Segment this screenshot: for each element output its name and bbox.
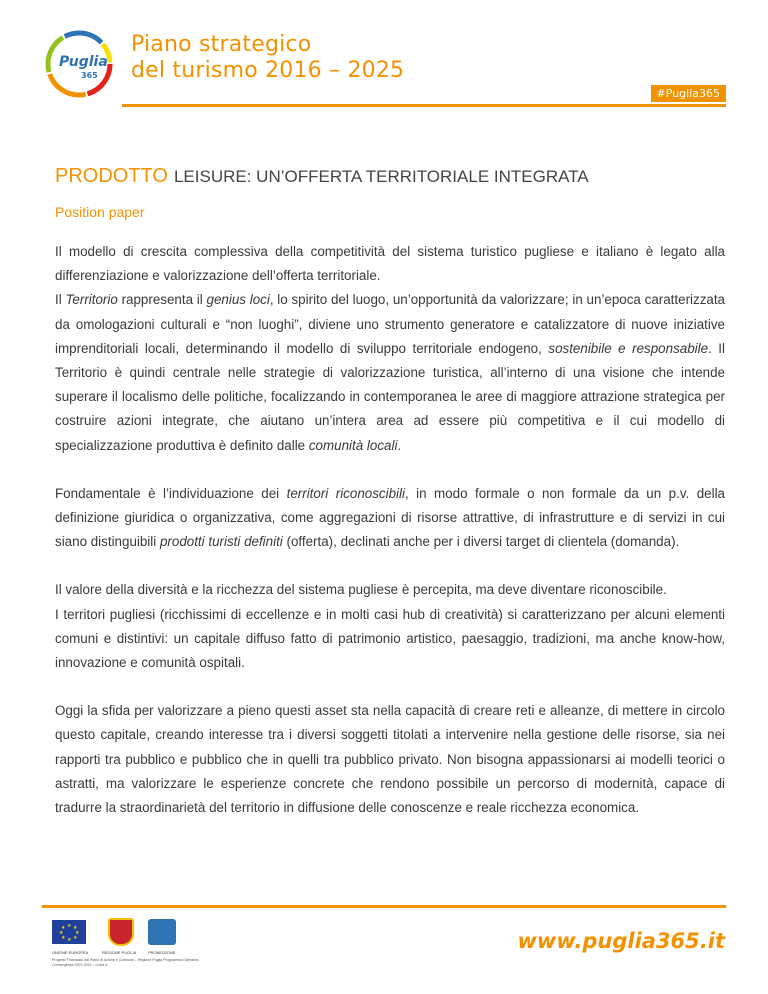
section-subtitle: LEISURE: UN’OFFERTA TERRITORIALE INTEGRATA (173, 167, 589, 186)
paragraph-1: Il modello di crescita complessiva della competitività del sistema turistico pugliese e italiano è legato alla differenziazione e valorizzazione dell’offerta territoriale. (55, 244, 725, 284)
title-line-1: Piano strategico (131, 32, 312, 57)
footer-divider (42, 905, 726, 908)
funding-note: Progetto Finanziato dal Piano di Azione e Coesione – Regione Puglia Programma Operativo Convergenza 2007-2013 – Linea 4 (52, 958, 199, 967)
puglia-promozione-logo (148, 919, 176, 945)
regione-puglia-crest-icon (108, 918, 134, 946)
puglia365-logo (43, 28, 121, 98)
website-link[interactable]: www.puglia365.it (517, 929, 725, 953)
body-text (55, 240, 725, 844)
header-divider (122, 104, 726, 107)
position-paper-label: Position paper (55, 204, 145, 220)
promozione-label: PROMOZIONE (148, 950, 176, 955)
svg-text:365: 365 (81, 71, 98, 80)
document-title (131, 32, 404, 84)
paragraph-2: Il Territorio rappresenta il genius loci, lo spirito del luogo, un’opportunità da valorizzare; in un’epoca caratterizzata da omologazioni culturali e “non luoghi”, diviene uno strumento generatore e catalizzatore di nuove iniziative imprenditoriali locali, determinando il modello di sviluppo territoriale endogeno, sostenibile e responsabile. Il Territorio è quindi centrale nelle strategie di valorizzazione turistica, all’interno di una visione che intende superare il localismo delle politiche, focalizzando in contemporanea le aree di maggiore attrazione strategica per costruire azioni integrate, che aiutano un’intera area ad essere più competitiva e il cui modello di specializzazione produttiva è definito dalle comunità locali. (55, 292, 726, 453)
svg-text:Puglia: Puglia (59, 54, 108, 70)
paragraph-5: I territori pugliesi (ricchissimi di eccellenze e in molti casi hub di creatività) si caratterizzano per alcuni elementi comuni e distintivi: un capitale diffuso fatto di patrimonio artistico, paesaggio, tradizioni, ma anche know-how, innovazione e comunità ospitali. (55, 606, 725, 671)
eu-flag-icon: ★ ★ ★ ★ ★ ★ ★ ★ (52, 920, 86, 944)
region-label: REGIONE PUGLIA (102, 950, 137, 955)
paragraph-6: Oggi la sfida per valorizzare a pieno questi asset sta nella capacità di creare reti e alleanze, di mettere in circolo questo capitale, creando interesse tra i diversi soggetti titolati a intervenire nella gestione delle risorse, sia nei rapporti tra pubblico e pubblico che in quelli tra pubblico privato. Non bisogna appassionarsi ai modelli teorici o astratti, ma valorizzare le esperienze concrete che rendono possibile un percorso di modernità, capace di tradurre la straordinarietà del territorio in diffusione delle conoscenze e reale ricchezza economica. (55, 703, 725, 816)
title-line-2: del turismo 2016 – 2025 (131, 58, 405, 83)
section-heading (55, 165, 589, 188)
header (0, 0, 768, 120)
eu-label: UNIONE EUROPEA (52, 950, 89, 955)
product-label: PRODOTTO (55, 165, 168, 187)
footer-logos (52, 918, 199, 974)
paragraph-3: Fondamentale è l’individuazione dei territori riconoscibili, in modo formale o non formale da un p.v. della definizione giuridica o organizzativa, come aggregazioni di risorse attrattive, di infrastrutture e di servizi in cui siano distinguibili prodotti turisti definiti (offerta), declinati anche per i diversi target di clientela (domanda). (55, 485, 726, 550)
hashtag-badge: #Puglia365 (651, 85, 726, 102)
paragraph-4: Il valore della diversità e la ricchezza del sistema pugliese è percepita, ma deve diventare riconoscibile. (55, 582, 667, 598)
